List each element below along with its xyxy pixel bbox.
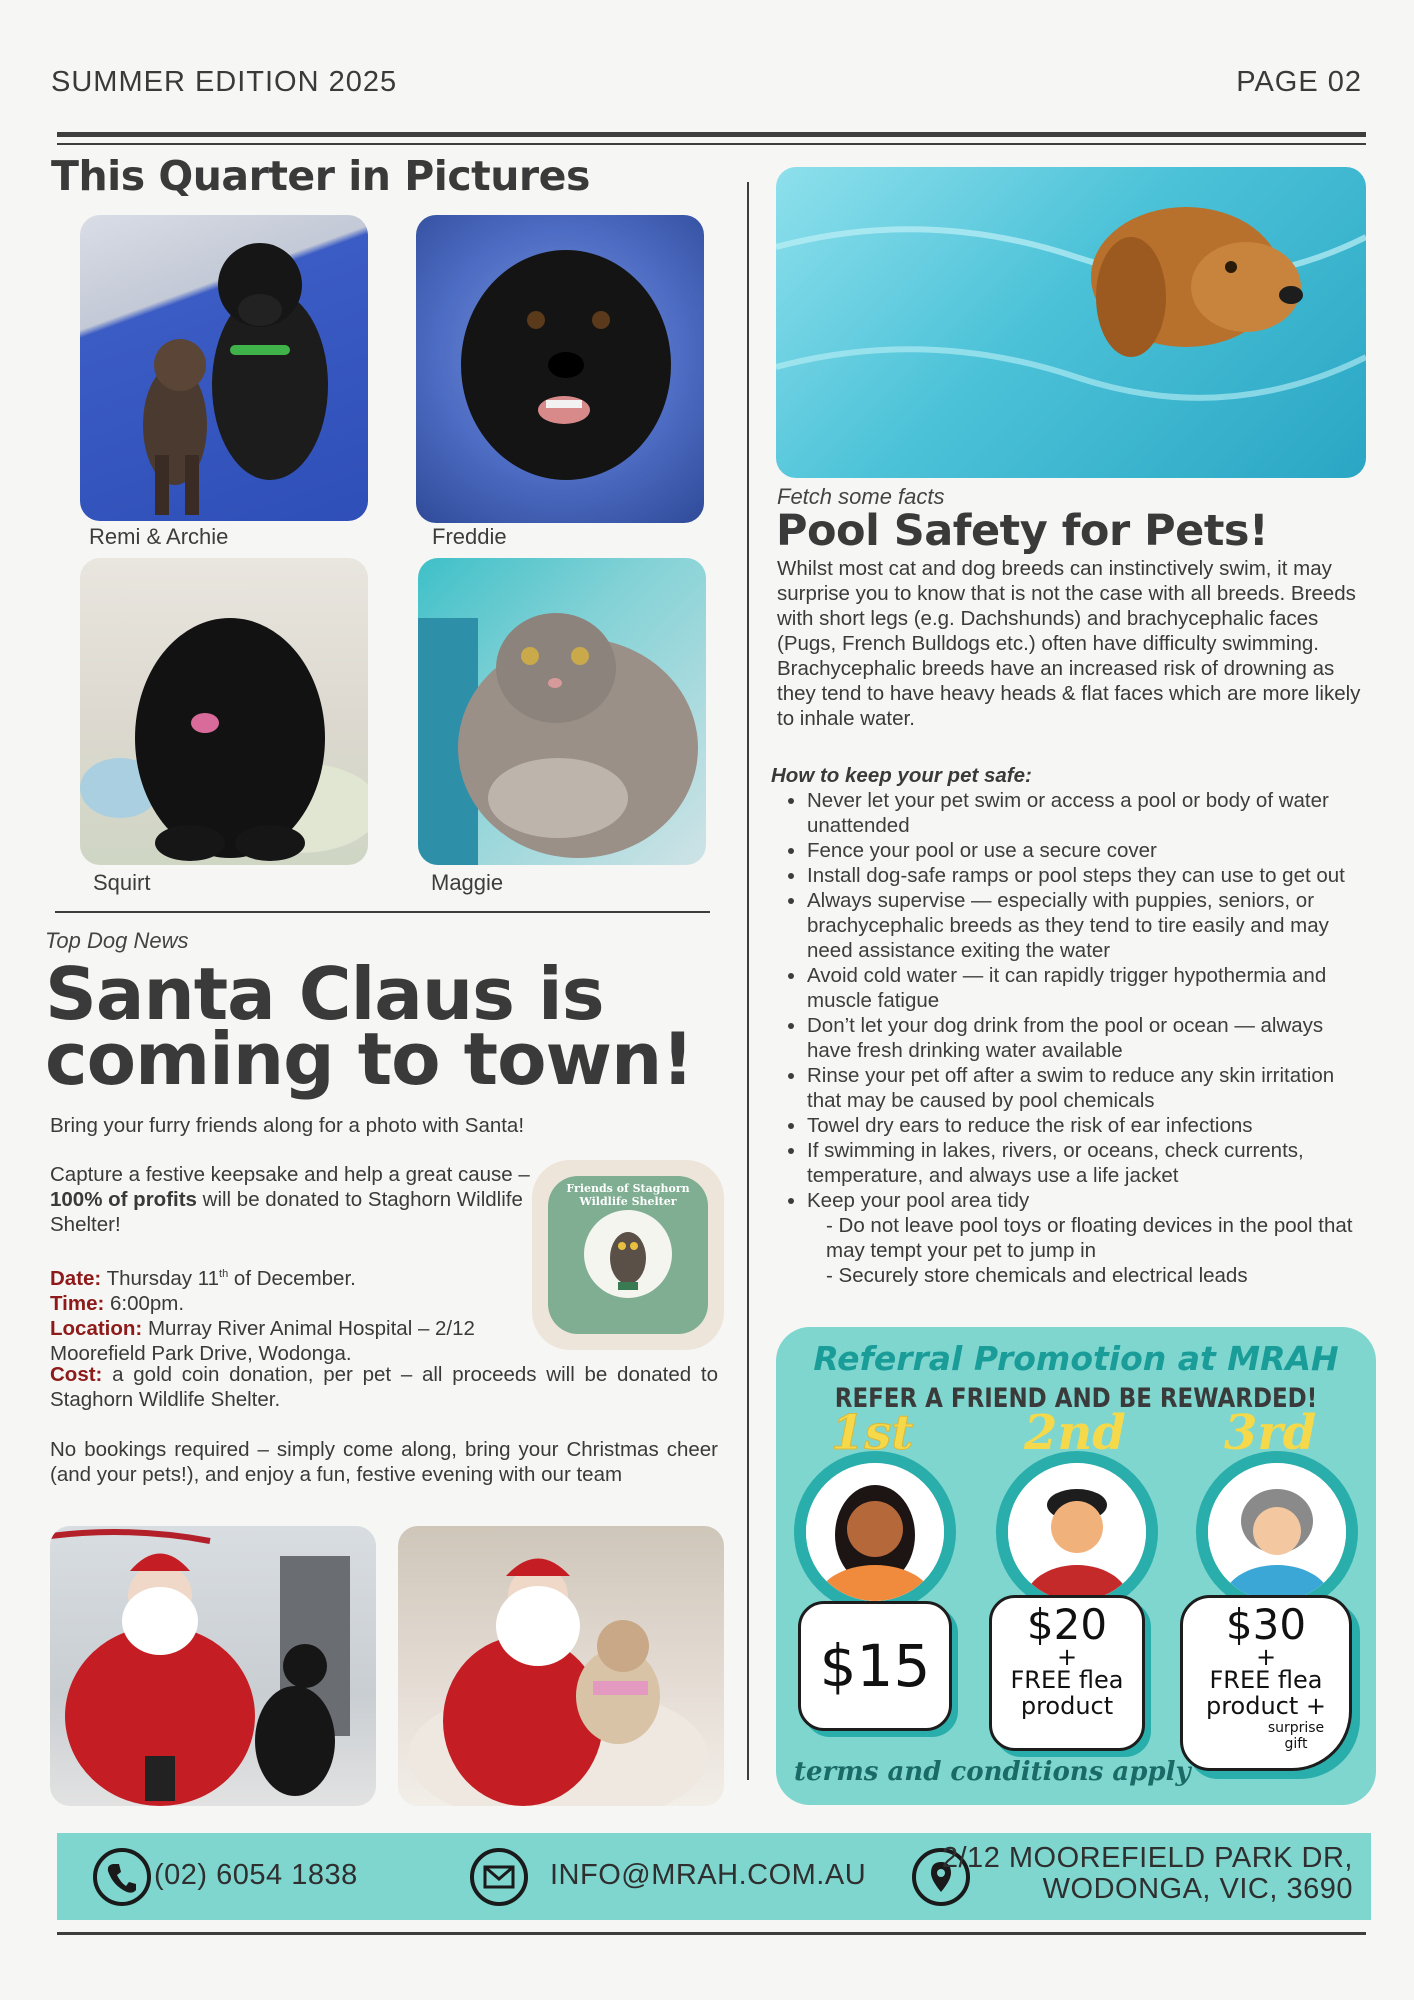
kicker-top-dog-news: Top Dog News: [45, 928, 189, 953]
pool-subtip-item: - Securely store chemicals and electrical leads: [826, 1264, 1248, 1287]
caption-squirt: Squirt: [93, 870, 151, 895]
pool-tip-item: • Fence your pool or use a secure cover: [807, 838, 1371, 863]
contact-email[interactable]: INFO@MRAH.COM.AU: [550, 1859, 867, 1891]
caption-maggie: Maggie: [431, 870, 504, 895]
santa-time: Time: 6:00pm.: [50, 1291, 185, 1315]
pool-tip-item: • If swimming in lakes, rivers, or oceans, check currents, temperature, and always use a life jacket: [807, 1138, 1371, 1188]
contact-footer: [57, 1833, 1371, 1920]
reward-extra-2nd: FREE flea: [1010, 1666, 1124, 1694]
footer-rule: [57, 1932, 1366, 1935]
pool-tip-item: • Don’t let your dog drink from the pool or ocean — always have fresh drinking water available: [807, 1013, 1371, 1063]
santa-cause: [50, 1162, 535, 1237]
santa-details: [50, 1262, 535, 1366]
santa-intro: Bring your furry friends along for a photo with Santa!: [50, 1114, 525, 1137]
pool-tip-item: • Rinse your pet off after a swim to reduce any skin irritation that may be caused by pool chemicals: [807, 1063, 1371, 1113]
photo-remi-archie: [80, 215, 368, 521]
pool-tips-list: [771, 788, 1371, 1288]
pool-tip-item: • Always supervise — especially with puppies, seniors, or brachycephalic breeds as they tend to tire easily and may need assistance exiting the water: [807, 888, 1371, 963]
photo-santa-dog-1: [50, 1526, 376, 1806]
photo-dog-swimming: [776, 167, 1366, 478]
contact-phone[interactable]: (02) 6054 1838: [154, 1859, 358, 1891]
pool-safety-title: Pool Safety for Pets!: [776, 506, 1269, 556]
photo-squirt: [80, 558, 368, 865]
santa-date: Date: Thursday 11th of December.: [50, 1266, 356, 1290]
owl-icon: [584, 1210, 672, 1298]
place-3rd: 3rd: [1224, 1405, 1317, 1461]
caption-remi-archie: Remi & Archie: [89, 524, 229, 549]
staghorn-logo: [532, 1160, 724, 1350]
santa-headline: [45, 952, 735, 1101]
promo-title: Referral Promotion at MRAH: [813, 1339, 1339, 1378]
section-divider-left: [55, 911, 710, 913]
column-divider: [747, 182, 749, 1780]
section-title-pictures: This Quarter in Pictures: [51, 152, 590, 200]
reward-surprise-gift: surprise gift: [1267, 1720, 1325, 1752]
pool-intro: Whilst most cat and dog breeds can instinctively swim, it may surprise you to know that is not the case with all breeds. Breeds with short legs (e.g. Dachshunds) and brachycephalic faces (Pugs, French Bulldogs etc.) often have difficulty swimming. Brachycephalic breeds have an increased risk of drowning as they tend to have heavy heads & flat faces which are more likely to inhale water.: [777, 557, 1361, 730]
photo-freddie: [416, 215, 704, 523]
santa-cause-a: Capture a festive keepsake and help a great cause –: [50, 1163, 530, 1186]
place-2nd: 2nd: [1024, 1405, 1126, 1461]
staghorn-logo-text: Friends of Staghorn Wildlife Shelter: [566, 1182, 690, 1208]
person-elder-icon: [1208, 1463, 1346, 1601]
referral-promo: [776, 1327, 1376, 1805]
pool-tip-item: • Keep your pool area tidy: [807, 1188, 1371, 1213]
pool-tip-item: • Install dog-safe ramps or pool steps they can use to get out: [807, 863, 1371, 888]
photo-santa-dog-2: [398, 1526, 724, 1806]
santa-location: Location: Murray River Animal Hospital – 2/12 Moorefield Park Drive, Wodonga.: [50, 1316, 475, 1365]
reward-card-3rd: $30 + FREE flea product + surprise gift: [1180, 1595, 1352, 1771]
pool-howto-heading: How to keep your pet safe:: [771, 764, 1032, 787]
reward-amount-2nd: $20: [1026, 1600, 1108, 1649]
santa-cause-bold: 100% of profits: [50, 1188, 197, 1211]
reward-extra-3rd: FREE flea: [1209, 1666, 1323, 1694]
photo-maggie: [418, 558, 706, 865]
person-man-icon: [1008, 1463, 1146, 1601]
avatar-2nd: [996, 1451, 1158, 1613]
pool-tip-item: • Avoid cold water — it can rapidly trigger hypothermia and muscle fatigue: [807, 963, 1371, 1013]
santa-headline-line2: coming to town!: [45, 1017, 694, 1101]
caption-freddie: Freddie: [432, 524, 507, 549]
pool-tip-item: • Never let your pet swim or access a pool or body of water unattended: [807, 788, 1371, 838]
santa-cause-b: will be donated to Staghorn Wildlife Shelter!: [50, 1188, 523, 1236]
header-rule-top: [57, 132, 1366, 137]
santa-headline-line1: Santa Claus is: [45, 952, 604, 1036]
person-woman-icon: [806, 1463, 944, 1601]
reward-card-2nd: $20 + FREE flea product: [989, 1595, 1145, 1751]
staghorn-logo-circle: [584, 1210, 672, 1298]
pool-tip-item: • Towel dry ears to reduce the risk of ear infections: [807, 1113, 1371, 1138]
reward-amount-1st: $15: [819, 1632, 931, 1700]
contact-address: 2/12 MOOREFIELD PARK DR, WODONGA, VIC, 3690: [941, 1842, 1353, 1905]
phone-icon: [93, 1848, 151, 1906]
promo-terms: terms and conditions apply: [794, 1757, 1191, 1787]
edition-label: SUMMER EDITION 2025: [51, 66, 398, 98]
avatar-1st: [794, 1451, 956, 1613]
reward-amount-3rd: $30: [1225, 1600, 1307, 1649]
pool-subtip-item: - Do not leave pool toys or floating devices in the pool that may tempt your pet to jump in: [826, 1214, 1353, 1262]
promo-subtitle: REFER A FRIEND AND BE REWARDED!: [834, 1383, 1318, 1414]
header-rule-bottom: [57, 143, 1366, 145]
place-1st: 1st: [831, 1405, 914, 1461]
page-number: PAGE 02: [1236, 66, 1362, 98]
mail-icon: [470, 1848, 528, 1906]
reward-card-1st: [798, 1601, 952, 1731]
kicker-fetch-some-facts: Fetch some facts: [777, 484, 945, 509]
santa-cost: Cost: a gold coin donation, per pet – all proceeds will be donated to Staghorn Wildlife Shelter.: [50, 1363, 718, 1411]
santa-closing: No bookings required – simply come along, bring your Christmas cheer (and your pets!), and enjoy a fun, festive evening with our team: [50, 1438, 718, 1486]
avatar-3rd: [1196, 1451, 1358, 1613]
